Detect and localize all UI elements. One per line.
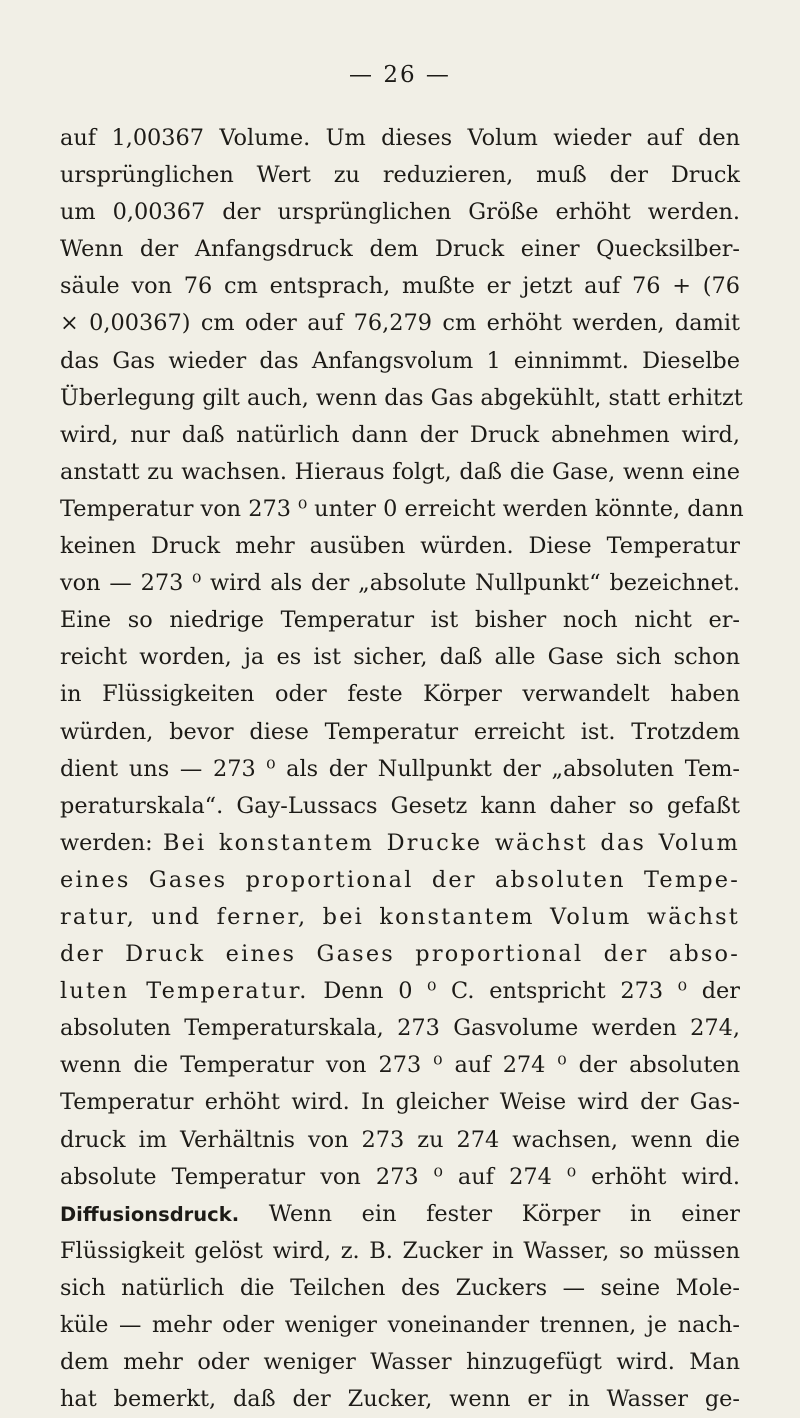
text-line: von — 273 ⁰ wird als der „absolute Nullpunkt“ bezeichnet.	[60, 570, 740, 597]
emphasized-law-line: der Druck eines Gases proportional der abso-	[60, 941, 740, 968]
text-line: wird, nur daß natürlich dann der Druck abnehmen wird,	[60, 421, 740, 448]
text-line: sich natürlich die Teilchen des Zuckers — seine Mole-	[60, 1274, 740, 1301]
text-line: × 0,00367) cm oder auf 76,279 cm erhöht werden, damit	[60, 310, 740, 337]
text-line: Überlegung gilt auch, wenn das Gas abgekühlt, statt erhitzt	[60, 384, 743, 411]
text-line: anstatt zu wachsen. Hieraus folgt, daß die Gase, wenn eine	[60, 458, 740, 485]
text-line: absolute Temperatur von 273 ⁰ auf 274 ⁰ erhöht wird.	[60, 1163, 740, 1190]
text-line: absoluten Temperaturskala, 273 Gasvolume werden 274,	[60, 1015, 740, 1042]
text-line: würden, bevor diese Temperatur erreicht ist. Trotzdem	[60, 718, 740, 745]
body-text	[60, 120, 744, 1418]
line-intro: werden:	[60, 829, 163, 856]
text-line: Wenn der Anfangsdruck dem Druck einer Quecksilber-	[60, 236, 740, 263]
text-line: Flüssigkeit gelöst wird, z. B. Zucker in Wasser, so müssen	[60, 1237, 740, 1264]
line-rest: Denn 0 ⁰ C. entspricht 273 ⁰ der	[308, 978, 740, 1005]
text-line: hat bemerkt, daß der Zucker, wenn er in Wasser ge-	[60, 1386, 740, 1413]
page-number: — 26 —	[349, 62, 451, 88]
text-line	[60, 825, 740, 862]
emphasized-law-text: luten Temperatur.	[60, 978, 309, 1005]
text-line: auf 1,00367 Volume. Um dieses Volum wieder auf den	[60, 125, 740, 151]
text-line: das Gas wieder das Anfangsvolum 1 einnimmt. Dieselbe	[60, 347, 740, 374]
section-heading: Diffusionsdruck.	[60, 1202, 240, 1226]
text-line: Temperatur erhöht wird. In gleicher Weise wird der Gas-	[60, 1089, 740, 1116]
text-line: keinen Druck mehr ausüben würden. Diese Temperatur	[60, 533, 740, 560]
section-first-line	[60, 1196, 740, 1233]
text-line: wenn die Temperatur von 273 ⁰ auf 274 ⁰ der absoluten	[60, 1052, 740, 1079]
text-line: in Flüssigkeiten oder feste Körper verwandelt haben	[60, 681, 740, 708]
text-line: küle — mehr oder weniger voneinander trennen, je nach-	[60, 1312, 740, 1338]
text-line: Temperatur von 273 ⁰ unter 0 erreicht werden könnte, dann	[60, 495, 744, 522]
text-line: dem mehr oder weniger Wasser hinzugefügt wird. Man	[60, 1349, 740, 1376]
line-rest: Wenn ein fester Körper in einer	[239, 1200, 740, 1227]
text-line: reicht worden, ja es ist sicher, daß alle Gase sich schon	[60, 644, 740, 671]
text-line: ursprünglichen Wert zu reduzieren, muß der Druck	[60, 162, 740, 189]
emphasized-law-line: ratur, und ferner, bei konstantem Volum wächst	[60, 903, 740, 930]
text-line: um 0,00367 der ursprünglichen Größe erhöht werden.	[60, 199, 740, 226]
text-line: peraturskala“. Gay-Lussacs Gesetz kann daher so gefaßt	[60, 792, 740, 819]
emphasized-law-text: Bei konstantem Drucke wächst das Volum	[162, 829, 740, 856]
text-line	[60, 973, 740, 1010]
text-line: druck im Verhältnis von 273 zu 274 wachsen, wenn die	[60, 1126, 740, 1153]
emphasized-law-line: eines Gases proportional der absoluten Tempe-	[60, 866, 740, 893]
text-line: dient uns — 273 ⁰ als der Nullpunkt der „absoluten Tem-	[60, 755, 740, 782]
text-line: säule von 76 cm entsprach, mußte er jetzt auf 76 + (76	[60, 273, 740, 300]
text-line: Eine so niedrige Temperatur ist bisher noch nicht er-	[60, 607, 740, 634]
